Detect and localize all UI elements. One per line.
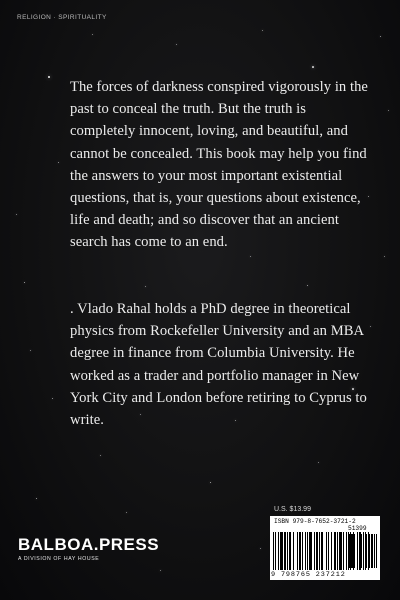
star [250, 256, 251, 257]
price-label: U.S. $13.99 [274, 506, 311, 513]
star [210, 482, 211, 483]
star [160, 570, 161, 571]
star [384, 256, 385, 257]
barcode-addon: 51399 [348, 525, 367, 532]
star [100, 455, 101, 456]
star [176, 44, 177, 45]
star [52, 398, 53, 399]
star [318, 462, 319, 463]
star [260, 548, 261, 549]
category-label: RELIGION · SPIRITUALITY [17, 14, 107, 21]
publisher-division: A DIVISION OF HAY HOUSE [18, 556, 100, 562]
star [30, 350, 31, 351]
star [380, 36, 381, 37]
star [24, 282, 25, 283]
barcode [270, 516, 380, 580]
star [262, 30, 263, 31]
star [16, 214, 17, 215]
star [58, 162, 59, 163]
isbn-number: ISBN 979-8-7652-3721-2 [274, 518, 356, 525]
star [388, 110, 389, 111]
star [145, 286, 146, 287]
barcode-bars [273, 532, 377, 570]
star [312, 66, 314, 68]
publisher-logo [18, 536, 159, 562]
ean-number: 9 798765 237212 [271, 571, 346, 579]
blurb-text: The forces of darkness conspired vigorously in the past to conceal the truth. But the truth is completely innocent, loving, and beautiful, and cannot be concealed. This book may help you find the answers to your most important existential questions, that is, your questions about existence, life and death; and so discover that an ancient search has come to an end. [70, 79, 368, 251]
star [126, 512, 127, 513]
star [48, 76, 50, 78]
publisher-name: BALBOA.PRESS [18, 535, 160, 554]
star [92, 34, 93, 35]
star [370, 326, 371, 327]
author-bio: . Vlado Rahal holds a PhD degree in theoretical physics from Rockefeller University and an MBA degree in finance from Columbia University. He worked as a trader and portfolio manager in New York City and London before retiring to Cyprus to write. [70, 301, 367, 429]
star [36, 498, 37, 499]
star [307, 285, 308, 286]
